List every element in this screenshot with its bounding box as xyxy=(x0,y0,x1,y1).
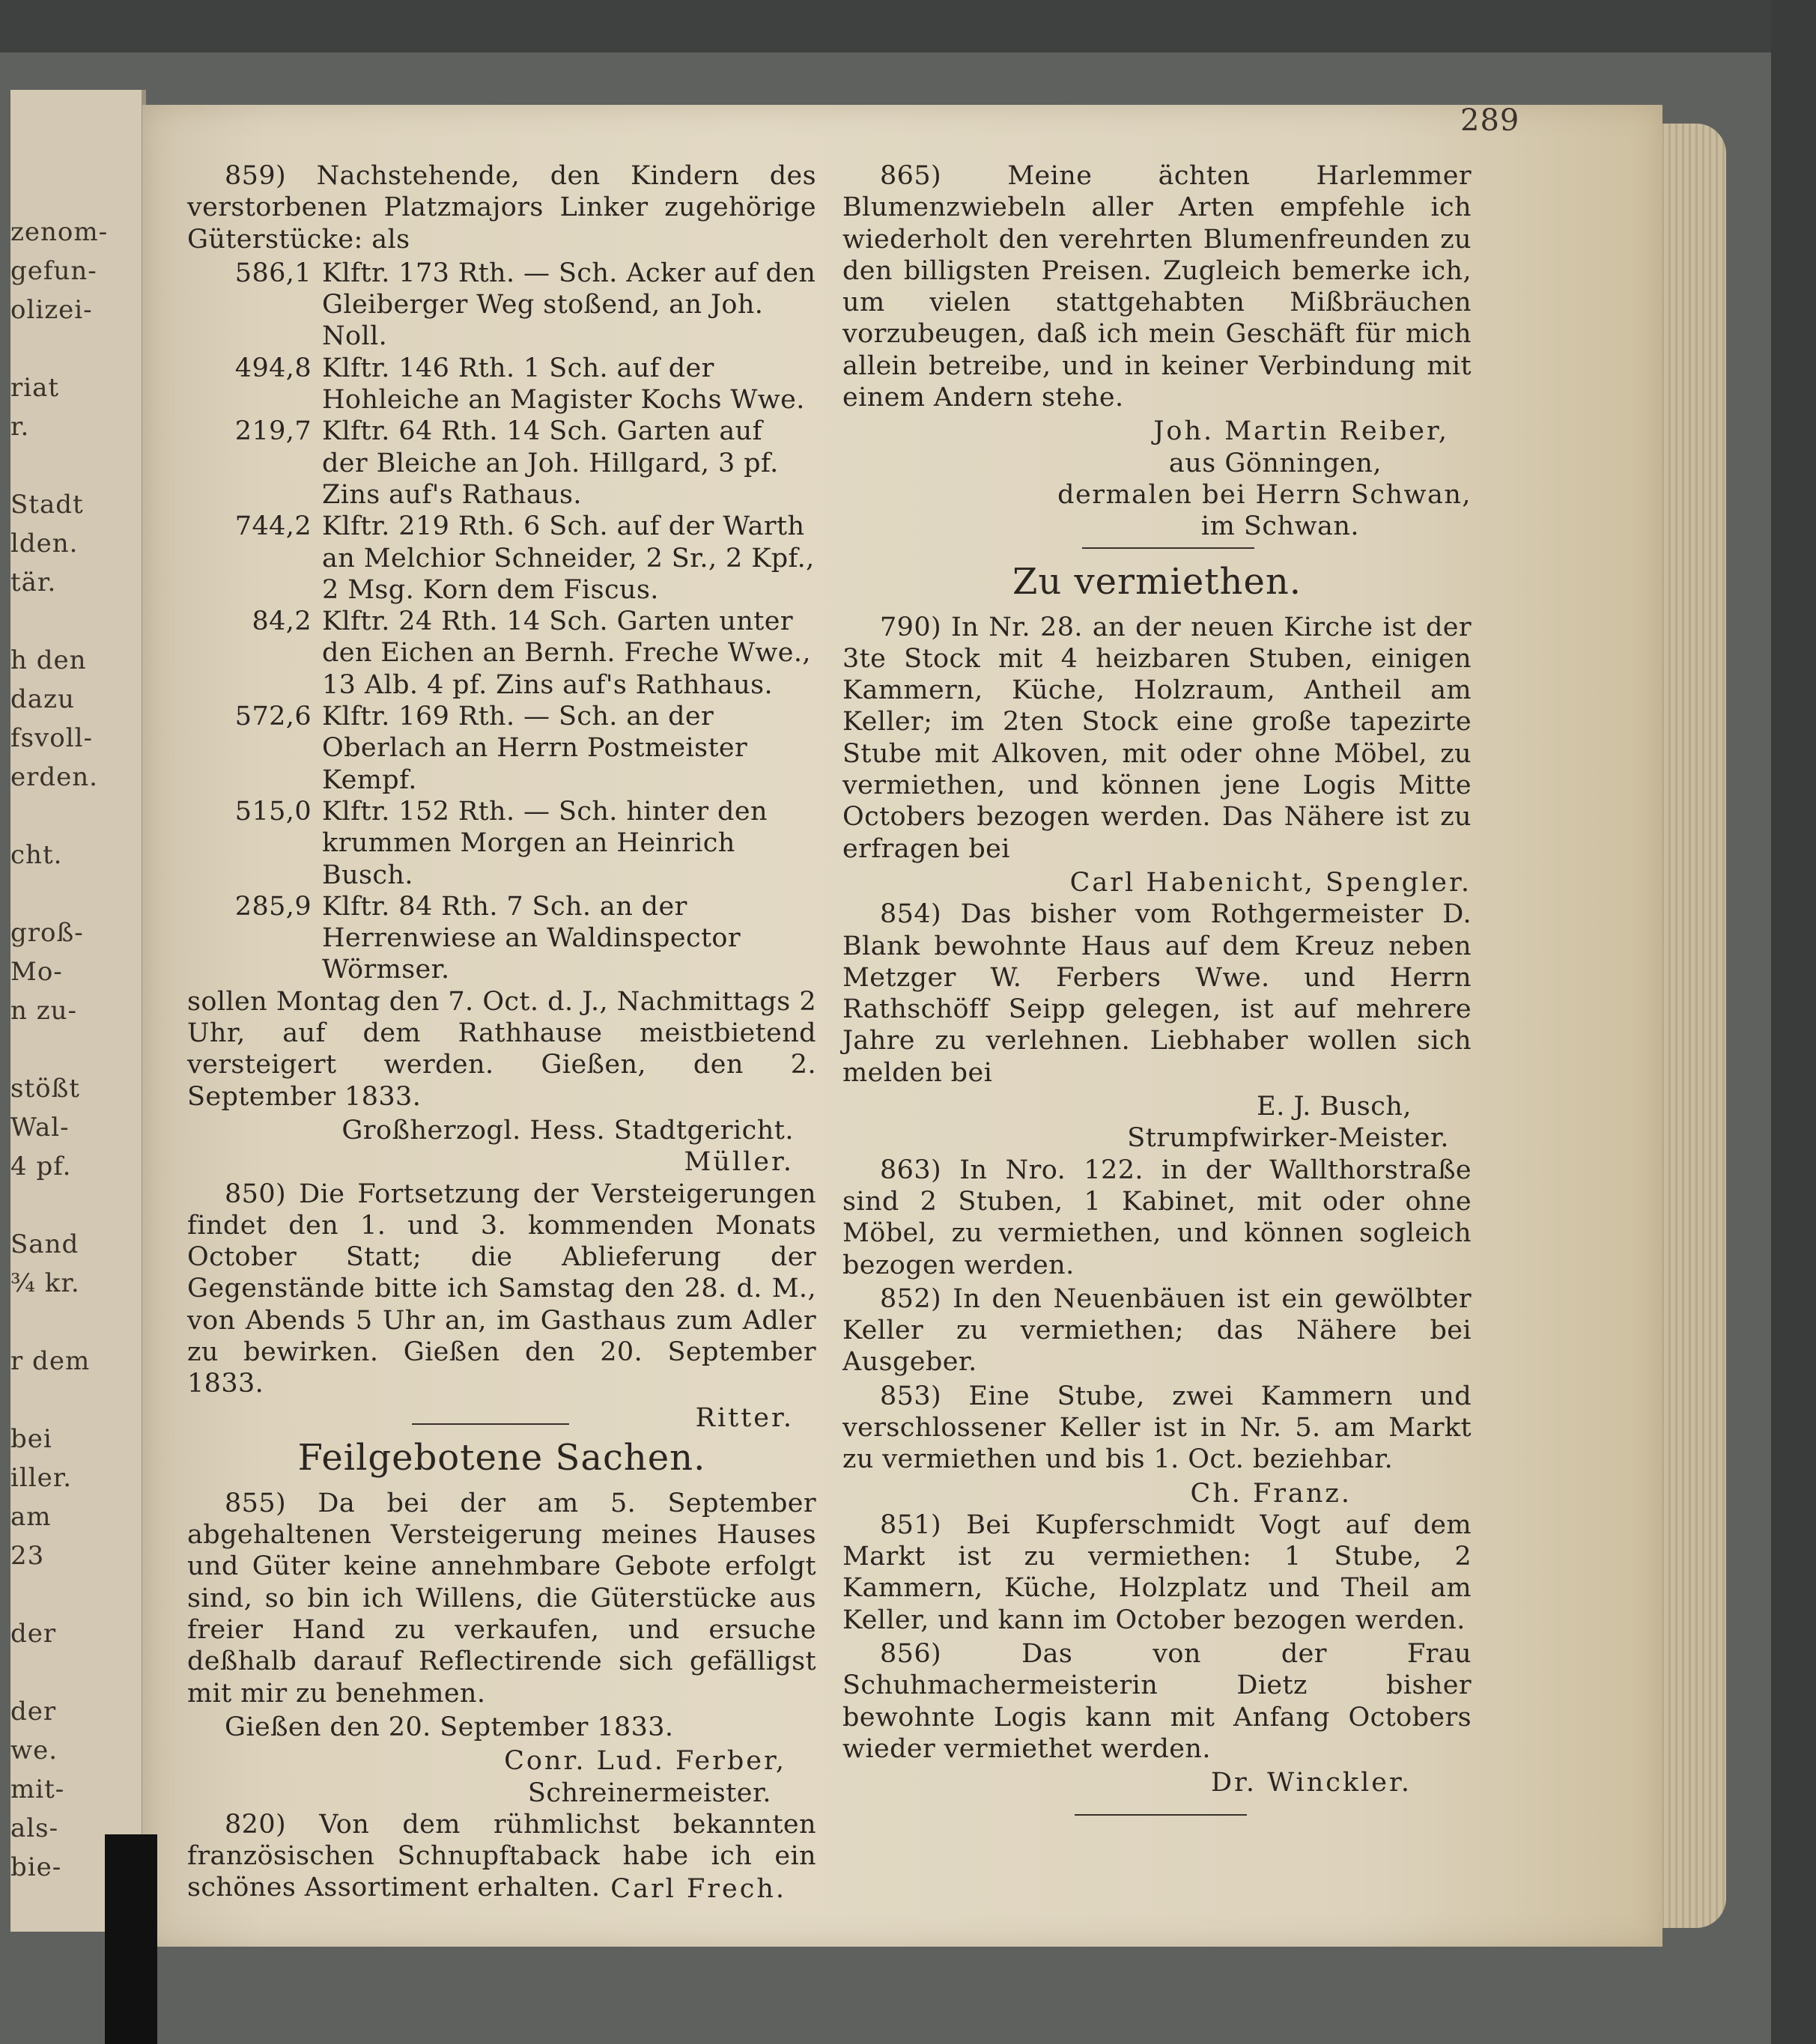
notice-856-text: 856) Das von der Frau Schuhmachermeisterin Dietz bisher bewohnte Logis kann mit Anfang Octobers wieder vermiethet werden. xyxy=(842,1639,1472,1764)
notice-852-text: 852) In den Neuenbäuen ist ein gewölbter Keller zu vermiethen; das Nähere bei Ausgeber. xyxy=(842,1283,1472,1378)
neighbour-page-line: Sand xyxy=(10,1229,79,1259)
neighbour-page-line: 4 pf. xyxy=(10,1152,72,1181)
auction-859-item xyxy=(187,353,816,416)
section-heading-feilgebotene: Feilgebotene Sachen. xyxy=(297,1436,706,1479)
auction-859-item xyxy=(187,258,816,353)
section-divider xyxy=(1075,1814,1247,1816)
neighbour-page-line: zenom- xyxy=(10,217,109,247)
right-column xyxy=(842,160,1472,1822)
neighbour-page-line: der xyxy=(10,1697,57,1727)
neighbour-page-line: fsvoll- xyxy=(10,723,93,753)
neighbour-page-line: groß- xyxy=(10,918,84,948)
notice-854-sign-1: E. J. Busch, xyxy=(1257,1092,1412,1122)
neighbour-page-line: Mo- xyxy=(10,957,63,987)
neighbour-page-line: bie- xyxy=(10,1852,62,1882)
neighbour-page-line: r dem xyxy=(10,1346,91,1376)
auction-859-item xyxy=(187,701,816,796)
neighbour-page-line: ¾ kr. xyxy=(10,1268,80,1298)
neighbour-page-line: cht. xyxy=(10,840,63,870)
neighbour-page-line: we. xyxy=(10,1736,58,1765)
neighbour-page-line: mit- xyxy=(10,1774,65,1804)
notice-865-sign-1: Joh. Martin Reiber, xyxy=(1153,416,1449,447)
notice-865-sign-2: aus Gönningen, xyxy=(1168,448,1382,478)
notice-853-text: 853) Eine Stube, zwei Kammern und verschlossener Keller ist in Nr. 5. am Markt zu vermiethen und bis 1. Oct. beziehbar. xyxy=(842,1381,1472,1475)
notice-855-occupation: Schreinermeister. xyxy=(527,1777,771,1808)
neighbour-page-line: r. xyxy=(10,412,30,442)
auction-859-item-area: 219,7 xyxy=(234,416,312,447)
auction-859-item xyxy=(187,891,816,986)
page-number: 289 xyxy=(1460,103,1520,138)
scan-background-top xyxy=(0,0,1816,52)
neighbour-page-line: der xyxy=(10,1619,57,1649)
auction-859-item-area: 586,1 xyxy=(234,258,312,288)
neighbour-page-line: als- xyxy=(10,1813,59,1843)
neighbour-page-line: stößt xyxy=(10,1074,80,1104)
auction-859-intro: 859) Nachstehende, den Kindern des verstorbenen Platzmajors Linker zugehörige Güterstücke: als xyxy=(187,161,816,255)
notice-854-sign-2: Strumpfwirker-Meister. xyxy=(1127,1123,1449,1154)
neighbour-page-line: 23 xyxy=(10,1541,45,1571)
left-column xyxy=(187,160,816,1905)
notice-790-text: 790) In Nr. 28. an der neuen Kirche ist der 3te Stock mit 4 heizbaren Stuben, einigen Kammern, Küche, Holzraum, Antheil am Keller; im 2ten Stock eine große tapezirte Stube mit Alkoven, mit oder ohne Möbel, zu vermiethen, und können jene Logis Mitte Octobers bezogen werden. Das Nähere ist zu erfragen bei xyxy=(842,612,1472,864)
notice-855-text: 855) Da bei der am 5. September abgehaltenen Versteigerung meines Hauses und Güter keine annehmbare Gebote erfolgt sind, so bin ich Willens, die Güterstücke aus freier Hand zu verkaufen, und ersuche deßhalb darauf Reflectirende sich gefälligst mit mir zu benehmen. xyxy=(187,1488,816,1709)
auction-859-item xyxy=(187,416,816,511)
auction-859-signature: Müller. xyxy=(684,1147,794,1178)
auction-859-item-area: 84,2 xyxy=(252,606,312,637)
section-divider xyxy=(412,1423,569,1425)
auction-859-item-text: Klftr. 219 Rth. 6 Sch. auf der Warth an Melchior Schneider, 2 Sr., 2 Kpf., 2 Msg. Korn dem Fiscus. xyxy=(322,511,815,605)
notice-820-signature: Carl Frech. xyxy=(610,1873,786,1904)
notice-855-date: Gießen den 20. September 1833. xyxy=(225,1712,674,1742)
notice-856-signature: Dr. Winckler. xyxy=(1210,1768,1412,1798)
neighbour-page-line: n zu- xyxy=(10,996,78,1026)
notice-851-text: 851) Bei Kupferschmidt Vogt auf dem Markt ist zu vermiethen: 1 Stube, 2 Kammern, Küche, Holzplatz und Theil am Keller, und kann im October bezogen werden. xyxy=(842,1509,1472,1635)
auction-859-item xyxy=(187,511,816,606)
neighbour-page-line: tär. xyxy=(10,568,57,597)
neighbour-page-line: gefun- xyxy=(10,256,97,286)
auction-859-item-text: Klftr. 152 Rth. — Sch. hinter den krummen Morgen an Heinrich Busch. xyxy=(322,796,768,890)
auction-859-item-area: 572,6 xyxy=(234,702,312,732)
book-spine-strip xyxy=(105,1834,157,2044)
notice-865-sign-3: dermalen bei Herrn Schwan, xyxy=(1057,479,1472,510)
neighbour-page-line: am xyxy=(10,1502,52,1532)
neighbour-page-line: olizei- xyxy=(10,295,93,325)
notice-790-signature: Carl Habenicht, Spengler. xyxy=(1069,867,1472,898)
neighbour-page-edge xyxy=(10,90,146,1932)
auction-859-item-text: Klftr. 169 Rth. — Sch. an der Oberlach an Herrn Postmeister Kempf. xyxy=(322,702,748,795)
notice-863-text: 863) In Nro. 122. in der Wallthorstraße sind 2 Stuben, 1 Kabinet, mit oder ohne Möbel, zu vermiethen, und können sogleich bezogen werden. xyxy=(842,1155,1472,1280)
notice-820-text: 820) Von dem rühmlichst bekannten französischen Schnupftaback habe ich ein schönes Assortiment erhalten. xyxy=(187,1809,816,1903)
notice-854-text: 854) Das bisher vom Rothgermeister D. Blank bewohnte Haus auf dem Kreuz neben Metzger W. Ferbers Wwe. und Herrn Rathschöff Seipp gelegen, ist auf mehrere Jahre zu verlehnen. Liebhaber wollen sich melden bei xyxy=(842,899,1472,1088)
section-divider xyxy=(1082,547,1254,549)
neighbour-page-line: erden. xyxy=(10,762,98,792)
notice-865-sign-4: im Schwan. xyxy=(1200,511,1359,542)
neighbour-page-line: bei xyxy=(10,1424,52,1454)
auction-859-item-text: Klftr. 146 Rth. 1 Sch. auf der Hohleiche an Magister Kochs Wwe. xyxy=(322,353,805,416)
auction-859-item-list xyxy=(187,258,816,986)
notice-850-signature: Ritter. xyxy=(695,1402,794,1433)
neighbour-page-line: riat xyxy=(10,373,60,403)
neighbour-page-line: Stadt xyxy=(10,490,84,520)
section-heading-vermiethen: Zu vermiethen. xyxy=(1012,560,1302,603)
notice-865-text: 865) Meine ächten Harlemmer Blumenzwiebeln aller Arten empfehle ich wiederholt den verehrten Blumenfreunden zu den billigsten Preisen. Zugleich bemerke ich, um vielen stattgehabten Mißbräuchen vorzubeugen, daß ich mein Geschäft für mich allein betreibe, und in keiner Verbindung mit einem Andern stehe. xyxy=(842,161,1472,413)
auction-859-item-area: 285,9 xyxy=(234,891,312,922)
auction-859-item xyxy=(187,606,816,701)
notice-850-text: 850) Die Fortsetzung der Versteigerungen findet den 1. und 3. kommenden Monats October Statt; die Ablieferung der Gegenstände bitte ich Samstag den 28. d. M., von Abends 5 Uhr an, im Gasthaus zum Adler zu bewirken. Gießen den 20. September 1833. xyxy=(187,1178,816,1399)
auction-859-item-text: Klftr. 64 Rth. 14 Sch. Garten auf der Bleiche an Joh. Hillgard, 3 pf. Zins auf's Rathaus. xyxy=(322,416,779,510)
auction-859-item-area: 515,0 xyxy=(234,796,312,827)
auction-859-issuer: Großherzogl. Hess. Stadtgericht. xyxy=(341,1115,794,1146)
auction-859-item xyxy=(187,796,816,891)
auction-859-closing: sollen Montag den 7. Oct. d. J., Nachmittags 2 Uhr, auf dem Rathhause meistbietend versteigert werden. Gießen, den 2. September 1833. xyxy=(187,986,816,1112)
scan-background-right xyxy=(1771,0,1816,2044)
auction-859-item-area: 744,2 xyxy=(234,511,312,542)
auction-859-item-text: Klftr. 84 Rth. 7 Sch. an der Herrenwiese an Waldinspector Wörmser. xyxy=(322,891,741,985)
auction-859-item-area: 494,8 xyxy=(234,353,312,383)
neighbour-page-line: lden. xyxy=(10,529,79,559)
neighbour-page-line: dazu xyxy=(10,684,75,714)
neighbour-page-line: h den xyxy=(10,645,87,675)
notice-855-signature: Conr. Lud. Ferber, xyxy=(504,1746,786,1777)
neighbour-page-line: Wal- xyxy=(10,1113,70,1143)
notice-853-signature: Ch. Franz. xyxy=(1190,1478,1352,1509)
neighbour-page-line: iller. xyxy=(10,1463,73,1493)
auction-859-item-text: Klftr. 24 Rth. 14 Sch. Garten unter den Eichen an Bernh. Freche Wwe., 13 Alb. 4 pf. Zins auf's Rathhaus. xyxy=(322,606,811,700)
auction-859-item-text: Klftr. 173 Rth. — Sch. Acker auf den Gleiberger Weg stoßend, an Joh. Noll. xyxy=(322,258,816,352)
